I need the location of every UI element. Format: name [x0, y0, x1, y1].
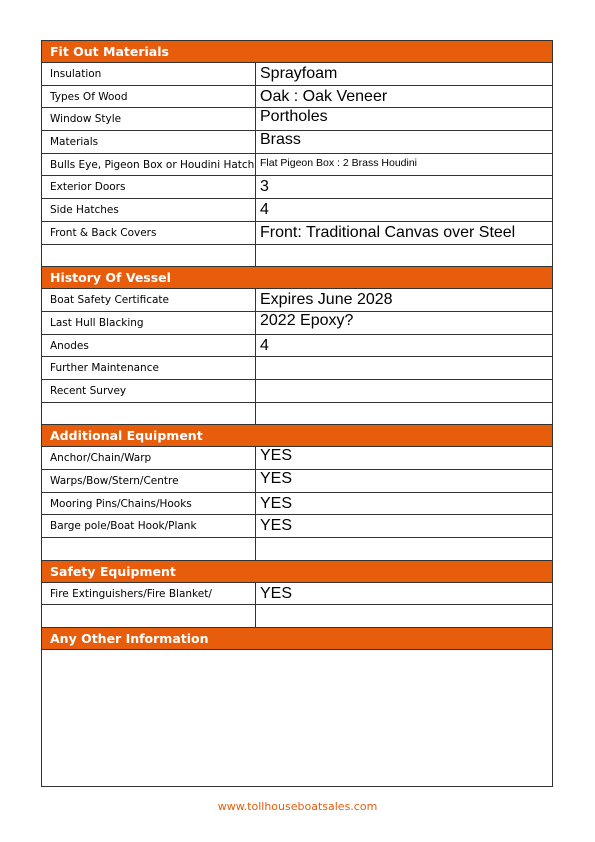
row-value — [256, 380, 552, 402]
row-value: YES — [260, 494, 293, 512]
row-label — [42, 403, 256, 425]
table-row — [42, 470, 552, 493]
section-header-other: Any Other Information — [42, 628, 552, 650]
row-value: YES — [260, 470, 293, 487]
table-row — [42, 199, 552, 222]
row-value: Front: Traditional Canvas over Steel — [260, 223, 516, 241]
row-value: Expires June 2028 — [260, 291, 393, 309]
table-row — [42, 154, 552, 177]
table-row-empty — [42, 605, 552, 628]
table-row — [42, 493, 552, 516]
row-label: Last Hull Blacking — [42, 312, 256, 334]
table-row — [42, 222, 552, 245]
row-label: Types Of Wood — [42, 86, 256, 108]
section-header-history: History Of Vessel — [42, 267, 552, 289]
row-value: 4 — [260, 201, 269, 219]
row-value: YES — [260, 447, 293, 465]
table-row — [42, 447, 552, 470]
table-row-empty — [42, 403, 552, 426]
row-label: Boat Safety Certificate — [42, 289, 256, 311]
table-row — [42, 583, 552, 606]
section-header-fit-out: Fit Out Materials — [42, 41, 552, 63]
row-label — [42, 605, 256, 627]
section-header-additional: Additional Equipment — [42, 425, 552, 447]
table-row — [42, 86, 552, 109]
row-label: Fire Extinguishers/Fire Blanket/ — [42, 583, 256, 605]
row-value: Portholes — [260, 108, 328, 126]
row-value: 2022 Epoxy? — [260, 311, 354, 329]
section-header-safety: Safety Equipment — [42, 561, 552, 583]
row-label: Warps/Bow/Stern/Centre — [42, 470, 256, 492]
table-row — [42, 312, 552, 335]
row-label: Window Style — [42, 108, 256, 130]
table-row — [42, 515, 552, 538]
row-label: Exterior Doors — [42, 176, 256, 198]
row-label: Mooring Pins/Chains/Hooks — [42, 493, 256, 515]
row-value: Sprayfoam — [260, 65, 338, 82]
row-value: Brass — [260, 131, 301, 149]
row-value — [256, 245, 552, 267]
row-label: Side Hatches — [42, 199, 256, 221]
other-information-box — [42, 650, 552, 786]
row-label: Materials — [42, 131, 256, 153]
row-value — [256, 357, 552, 379]
table-row — [42, 357, 552, 380]
row-value: YES — [260, 517, 293, 535]
row-value — [256, 403, 552, 425]
row-value — [256, 538, 552, 560]
row-label: Anodes — [42, 335, 256, 357]
row-value: 4 — [260, 336, 269, 354]
row-label: Barge pole/Boat Hook/Plank — [42, 515, 256, 537]
table-row — [42, 63, 552, 86]
row-label: Insulation — [42, 63, 256, 85]
website-link[interactable]: www.tollhouseboatsales.com — [217, 800, 378, 813]
row-label — [42, 538, 256, 560]
row-value — [256, 605, 552, 627]
row-label: Anchor/Chain/Warp — [42, 447, 256, 469]
table-row — [42, 289, 552, 312]
table-row-empty — [42, 538, 552, 561]
boat-details-form — [41, 40, 553, 787]
table-row — [42, 380, 552, 403]
row-label: Front & Back Covers — [42, 222, 256, 244]
row-value: Oak : Oak Veneer — [260, 87, 388, 105]
row-label: Bulls Eye, Pigeon Box or Houdini Hatch — [42, 154, 256, 176]
row-label: Further Maintenance — [42, 357, 256, 379]
row-value: YES — [260, 584, 293, 602]
row-label: Recent Survey — [42, 380, 256, 402]
table-row-empty — [42, 245, 552, 268]
table-row — [42, 108, 552, 131]
row-label — [42, 245, 256, 267]
table-row — [42, 176, 552, 199]
table-row — [42, 335, 552, 358]
table-row — [42, 131, 552, 154]
row-value: Flat Pigeon Box : 2 Brass Houdini — [260, 156, 417, 169]
row-value: 3 — [260, 178, 269, 196]
